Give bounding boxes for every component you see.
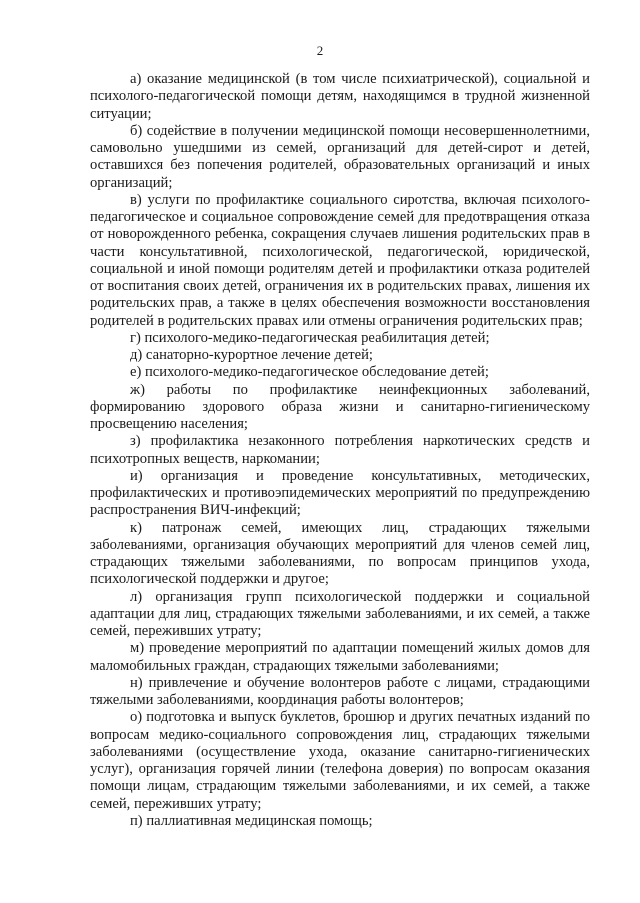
paragraph-g: г) психолого-медико-педагогическая реабилитация детей; bbox=[130, 329, 490, 346]
paragraph-d: д) санаторно-курортное лечение детей; bbox=[130, 347, 373, 363]
paragraph-l: л) организация групп психологической поддержки и социальной адаптации для лиц, страдающих тяжелыми заболеваниями, и их семей, а также семей, переживших утрату; bbox=[90, 588, 590, 639]
paragraph-v: в) услуги по профилактике социального сиротства, включая психолого-педагогическое и социальное сопровождение семей для предотвращения отказа от новорожденного ребенка, сокращения случаев лишения родительских прав в части консультативной, психологической, педагогической, юридической, социальной и иной помощи родителям детей и профилактики отказа родителей от воспитания своих детей, ограничения их в родительских правах, лишения их родительских прав, а также в целях обеспечения возможности восстановления родителей в родительских правах или отмены ограничения родительских прав; bbox=[90, 191, 590, 329]
paragraph-a: а) оказание медицинской (в том числе психиатрической), социальной и психолого-педагогической помощи детям, находящимся в трудной жизненной ситуации; bbox=[90, 71, 590, 122]
paragraph-n: н) привлечение и обучение волонтеров работе с лицами, страдающими тяжелыми заболеваниями, координация работы волонтеров; bbox=[90, 674, 590, 708]
paragraph-zh: ж) работы по профилактике неинфекционных заболеваний, формированию здорового образа жизни и санитарно-гигиеническому просвещению населения; bbox=[90, 381, 590, 432]
paragraph-k: к) патронаж семей, имеющих лиц, страдающих тяжелыми заболеваниями, организация обучающих мероприятий для членов семей лиц, страдающих тяжелыми заболеваниями, по вопросам принципов ухода, психологической поддержки и другое; bbox=[90, 519, 590, 588]
paragraph-i: и) организация и проведение консультативных, методических, профилактических и противоэпидемических мероприятий по предупреждению распространения ВИЧ-инфекций; bbox=[90, 467, 590, 519]
page-number: 2 bbox=[316, 43, 324, 58]
paragraph-e: е) психолого-медико-педагогическое обследование детей; bbox=[130, 364, 489, 381]
paragraph-p: п) паллиативная медицинская помощь; bbox=[130, 812, 373, 829]
paragraph-o: о) подготовка и выпуск буклетов, брошюр и других печатных изданий по вопросам медико-социального сопровождения лиц, страдающих тяжелыми заболеваниями (осуществление ухода, оказание санитарно-гигиенических услуг), организация горячей линии (телефона доверия) по вопросам оказания помощи лицам, страдающим тяжелыми заболеваниями, и их семей, а также семей, переживших утрату; bbox=[90, 709, 590, 812]
paragraph-b: б) содействие в получении медицинской помощи несовершеннолетними, самовольно ушедшими из семей, организаций для детей-сирот и детей, оставшихся без попечения родителей, образовательных организаций и иных организаций; bbox=[90, 122, 590, 191]
paragraph-m: м) проведение мероприятий по адаптации помещений жилых домов для маломобильных граждан, страдающих тяжелыми заболеваниями; bbox=[90, 640, 590, 674]
document-body bbox=[90, 71, 590, 830]
paragraph-z: з) профилактика незаконного потребления наркотических средств и психотропных веществ, наркомании; bbox=[90, 433, 590, 467]
